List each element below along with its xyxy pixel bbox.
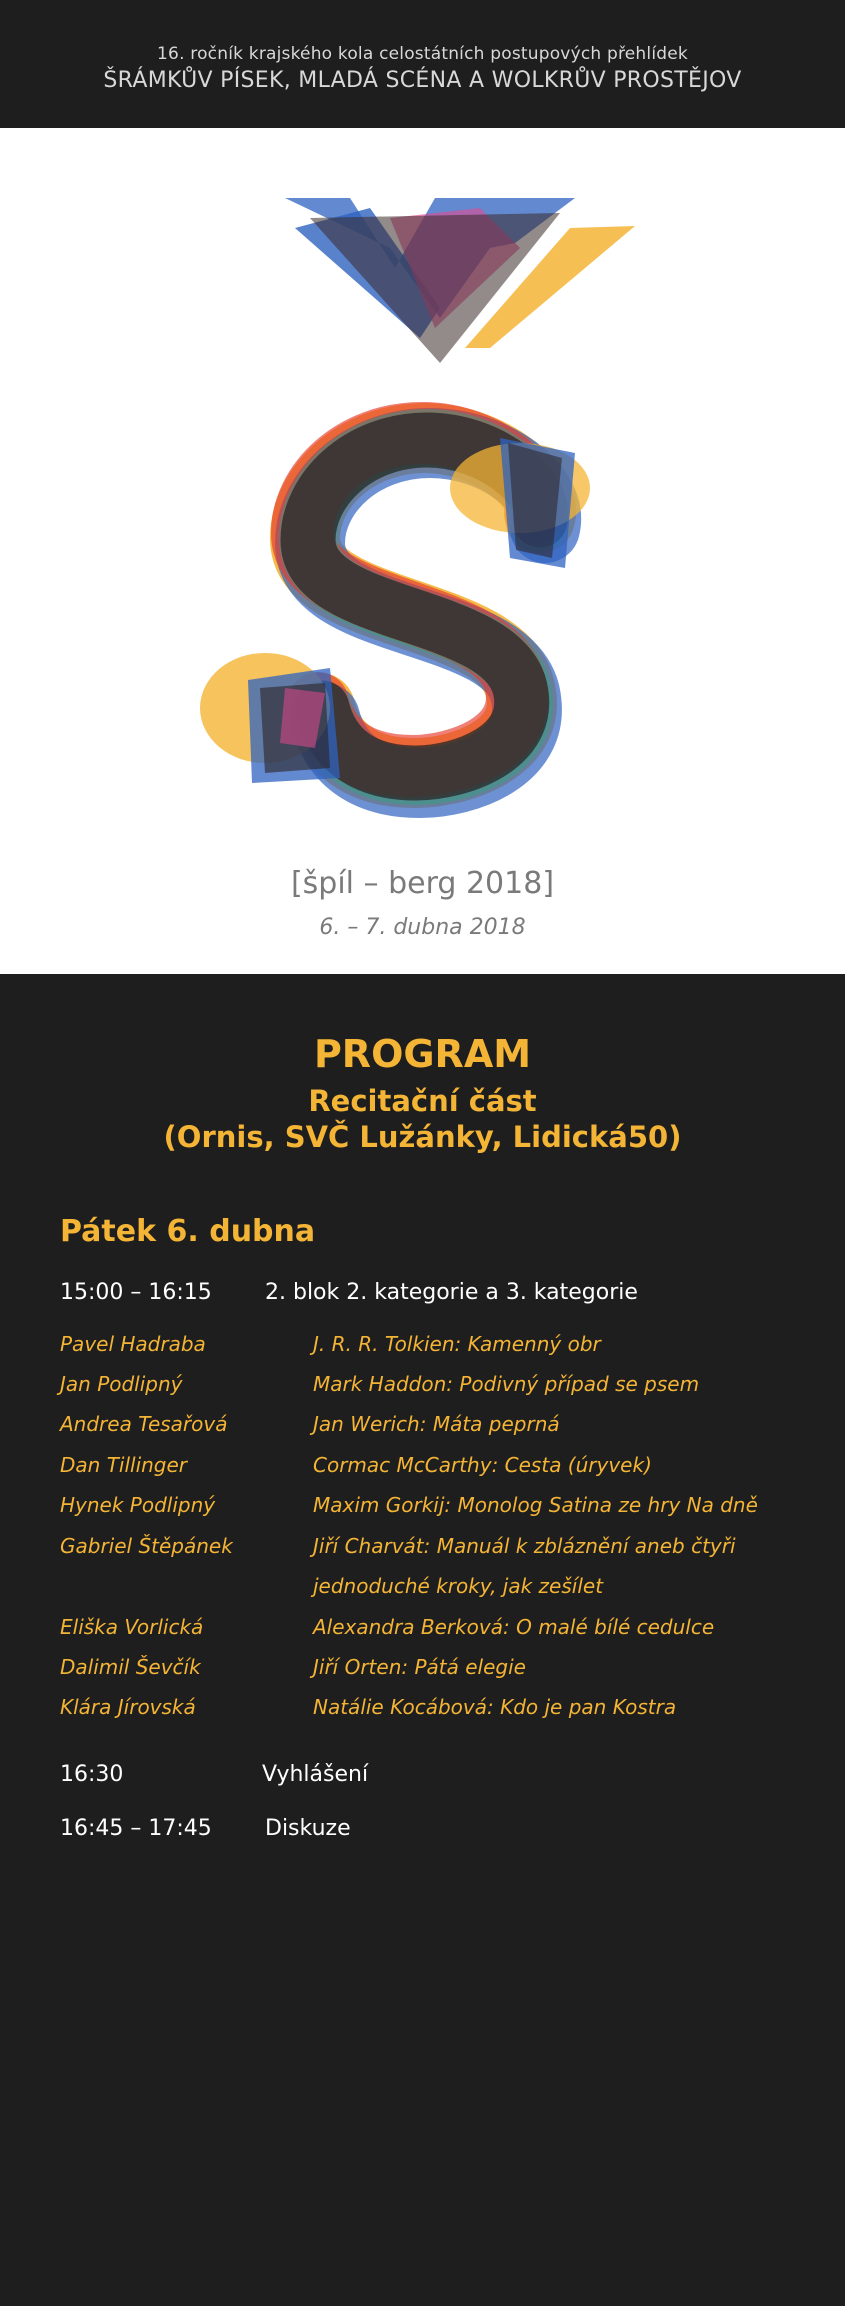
header-festivals-text: ŠRÁMKŮV PÍSEK, MLADÁ SCÉNA A WOLKRŮV PROSTĚJOV bbox=[103, 68, 742, 93]
discussion-time: 16:45 – 17:45 bbox=[60, 1816, 212, 1841]
program-title: PROGRAM bbox=[313, 1032, 532, 1076]
discussion-label: Diskuze bbox=[265, 1816, 351, 1841]
performer-work: Jiří Charvát: Manuál k zbláznění aneb čtyři bbox=[313, 1534, 736, 1558]
performer-name: Gabriel Štěpánek bbox=[60, 1534, 233, 1558]
performer-name: Andrea Tesařová bbox=[60, 1412, 228, 1436]
performer-work: Cormac McCarthy: Cesta (úryvek) bbox=[313, 1453, 652, 1477]
announce-time: 16:30 bbox=[60, 1762, 124, 1787]
performer-name: Jan Podlipný bbox=[60, 1372, 183, 1396]
day-heading: Pátek 6. dubna bbox=[60, 1214, 316, 1249]
logo-s-caron-icon bbox=[190, 188, 660, 828]
event-dates: 6. – 7. dubna 2018 bbox=[319, 915, 526, 940]
performer-work-continued: jednoduché kroky, jak zešílet bbox=[313, 1574, 604, 1598]
performer-name: Pavel Hadraba bbox=[60, 1332, 206, 1356]
performer-work: J. R. R. Tolkien: Kamenný obr bbox=[313, 1332, 601, 1356]
performer-work: Jan Werich: Máta peprná bbox=[313, 1412, 560, 1436]
performer-name: Eliška Vorlická bbox=[60, 1615, 204, 1639]
program-section bbox=[0, 974, 845, 2306]
program-subtitle: Recitační část bbox=[308, 1084, 537, 1118]
performer-name: Dalimil Ševčík bbox=[60, 1655, 201, 1679]
performer-work: Jiří Orten: Pátá elegie bbox=[313, 1655, 526, 1679]
performer-work: Natálie Kocábová: Kdo je pan Kostra bbox=[313, 1695, 677, 1719]
header-bar bbox=[0, 0, 845, 128]
performer-name: Hynek Podlipný bbox=[60, 1493, 216, 1517]
performer-name: Dan Tillinger bbox=[60, 1453, 188, 1477]
header-edition-text: 16. ročník krajského kola celostátních postupových přehlídek bbox=[157, 44, 688, 64]
program-venues: (Ornis, SVČ Lužánky, Lidická50) bbox=[163, 1120, 682, 1154]
hero-section bbox=[0, 128, 845, 974]
announce-label: Vyhlášení bbox=[262, 1762, 369, 1787]
performer-work: Maxim Gorkij: Monolog Satina ze hry Na dně bbox=[313, 1493, 758, 1517]
block-label: 2. blok 2. kategorie a 3. kategorie bbox=[265, 1280, 638, 1305]
performer-name: Klára Jírovská bbox=[60, 1695, 196, 1719]
performer-work: Alexandra Berková: O malé bílé cedulce bbox=[313, 1615, 715, 1639]
performer-work: Mark Haddon: Podivný případ se psem bbox=[313, 1372, 700, 1396]
block-time: 15:00 – 16:15 bbox=[60, 1280, 212, 1305]
phonetic-title: [špíl – berg 2018] bbox=[290, 866, 555, 901]
